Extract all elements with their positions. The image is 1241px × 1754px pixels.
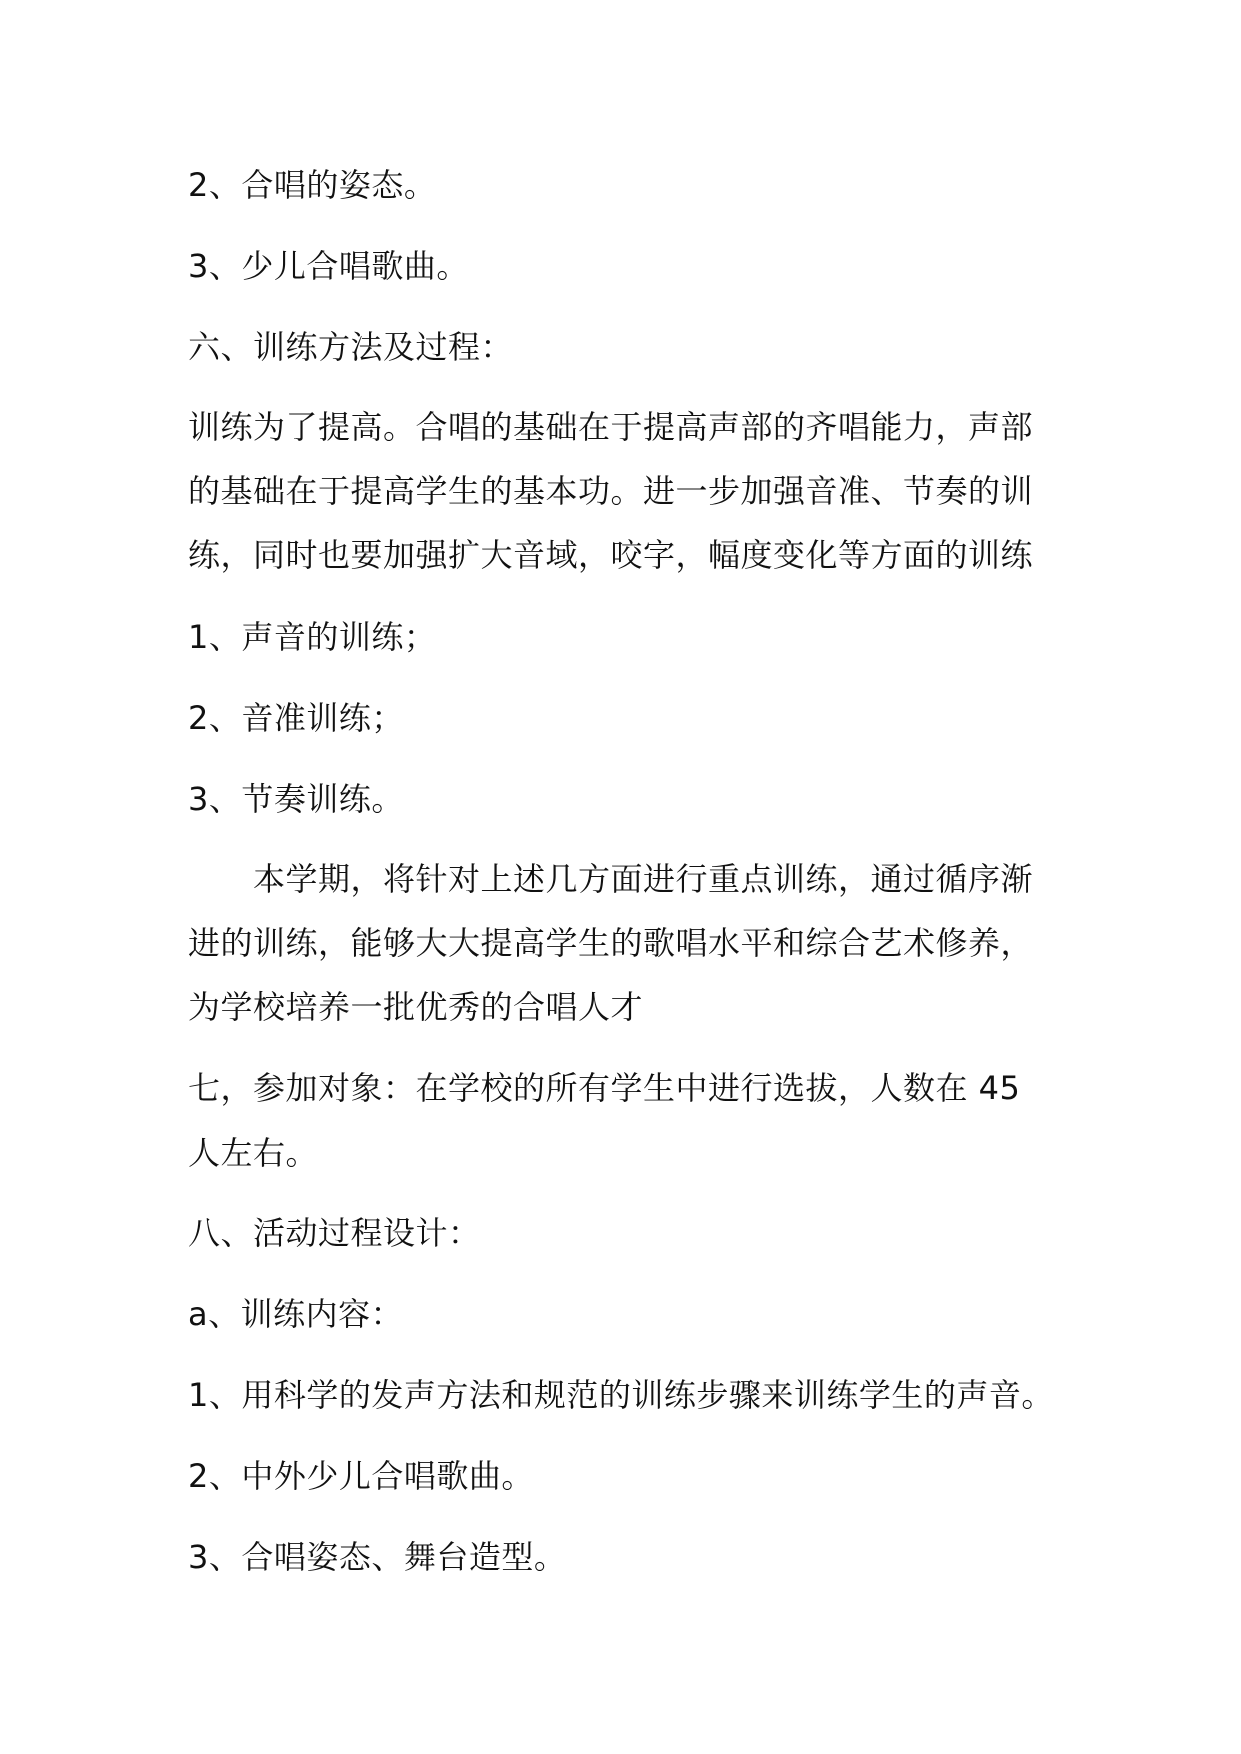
list-item-rhythm: 3、节奏训练。 bbox=[188, 780, 404, 818]
section-heading-6: 六、训练方法及过程： bbox=[188, 328, 514, 366]
section-heading-7: 七，参加对象：在学校的所有学生中进行选拔，人数在 45 bbox=[188, 1069, 1021, 1107]
list-item-songs: 3、少儿合唱歌曲。 bbox=[188, 247, 469, 285]
list-item-voice: 1、声音的训练； bbox=[188, 618, 437, 656]
paragraph-line: 人左右。 bbox=[188, 1134, 319, 1172]
list-item-staging: 3、合唱姿态、舞台造型。 bbox=[188, 1538, 567, 1576]
paragraph-line: 练，同时也要加强扩大音域，咬字，幅度变化等方面的训练 bbox=[188, 536, 1034, 574]
paragraph-line: 进的训练，能够大大提高学生的歌唱水平和综合艺术修养， bbox=[188, 924, 1034, 962]
subsection-heading-a: a、训练内容： bbox=[188, 1295, 404, 1333]
section-heading-8: 八、活动过程设计： bbox=[188, 1214, 481, 1252]
list-item-method: 1、用科学的发声方法和规范的训练步骤来训练学生的声音。 bbox=[188, 1376, 1054, 1414]
paragraph-line: 的基础在于提高学生的基本功。进一步加强音准、节奏的训 bbox=[188, 472, 1034, 510]
list-item-pitch: 2、音准训练； bbox=[188, 699, 404, 737]
list-item-repertoire: 2、中外少儿合唱歌曲。 bbox=[188, 1457, 534, 1495]
paragraph-line: 为学校培养一批优秀的合唱人才 bbox=[188, 988, 644, 1026]
paragraph-line: 本学期，将针对上述几方面进行重点训练，通过循序渐 bbox=[188, 860, 1034, 898]
paragraph-line: 训练为了提高。合唱的基础在于提高声部的齐唱能力，声部 bbox=[188, 408, 1034, 446]
list-item-posture: 2、合唱的姿态。 bbox=[188, 166, 437, 204]
